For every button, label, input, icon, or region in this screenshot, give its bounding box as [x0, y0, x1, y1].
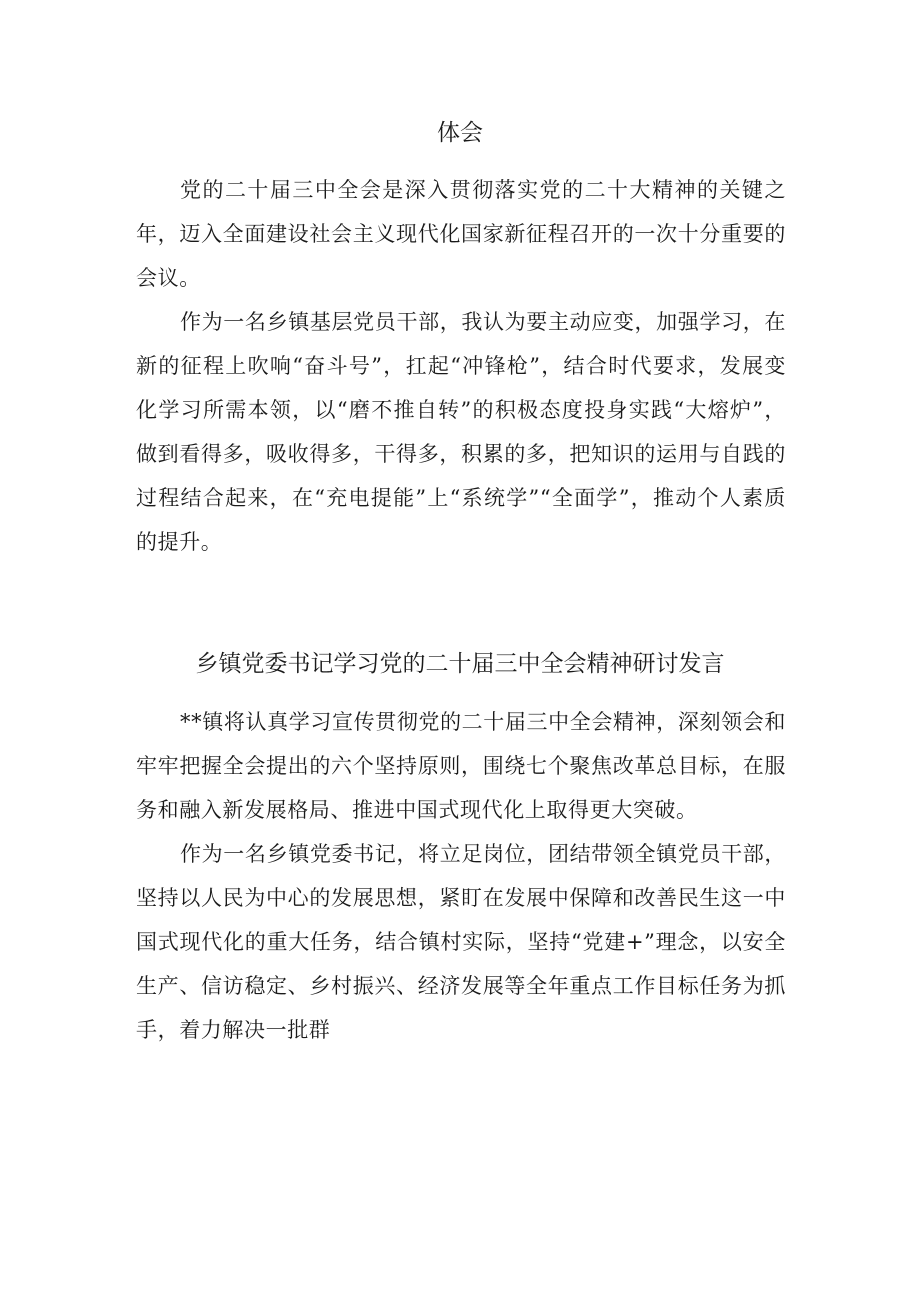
section-body — [136, 700, 786, 1052]
paragraph: 党的二十届三中全会是深入贯彻落实党的二十大精神的关键之年，迈入全面建设社会主义现代化国家新征程召开的一次十分重要的会议。 — [136, 178, 786, 290]
section-body — [136, 168, 786, 564]
section-title: 体会 — [437, 120, 483, 146]
paragraph: **镇将认真学习宣传贯彻党的二十届三中全会精神，深刻领会和牢牢把握全会提出的六个坚持原则，围绕七个聚焦改革总目标，在服务和融入新发展格局、推进中国式现代化上取得更大突破。 — [136, 710, 786, 822]
paragraph: 作为一名乡镇党委书记，将立足岗位，团结带领全镇党员干部，坚持以人民为中心的发展思想，紧盯在发展中保障和改善民生这一中国式现代化的重大任务，结合镇村实际，坚持“党建+”理念，以安全生产、信访稳定、乡村振兴、经济发展等全年重点工作目标任务为抓手，着力解决一批群 — [136, 842, 786, 1042]
section-title: 乡镇党委书记学习党的二十届三中全会精神研讨发言 — [195, 651, 725, 677]
paragraph: 作为一名乡镇基层党员干部，我认为要主动应变，加强学习，在新的征程上吹响“奋斗号”，扛起“冲锋枪”，结合时代要求，发展变化学习所需本领，以“磨不推自转”的积极态度投身实践“大熔炉”，做到看得多，吸收得多，干得多，积累的多，把知识的运用与自践的过程结合起来，在“充电提能”上“系统学”“全面学”，推动个人素质的提升。 — [136, 310, 786, 554]
